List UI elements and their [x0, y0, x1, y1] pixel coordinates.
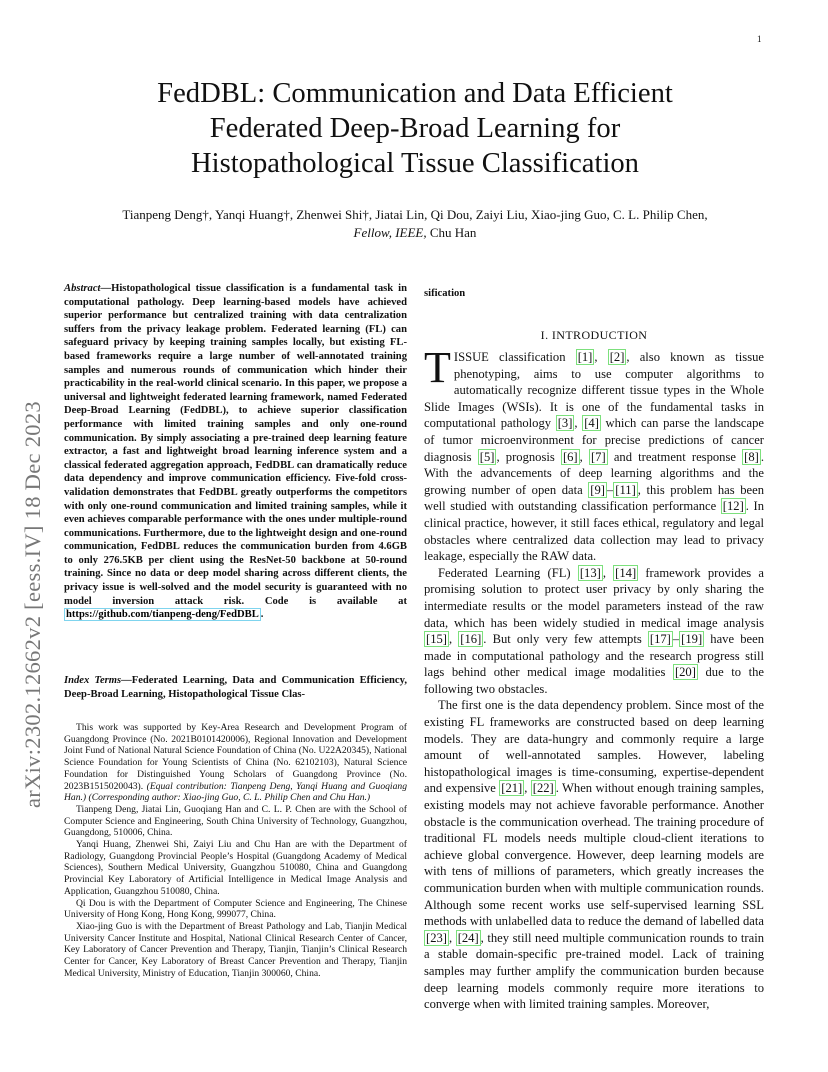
title-line-1: FedDBL: Communication and Data Efficient	[157, 78, 673, 109]
arxiv-stamp: arXiv:2302.12662v2 [eess.IV] 18 Dec 2023	[20, 401, 45, 808]
citation-link[interactable]: [1]	[577, 350, 593, 364]
introduction-body	[424, 343, 765, 1013]
abstract-label: Abstract	[64, 283, 101, 294]
citation-link[interactable]: [13]	[579, 565, 601, 580]
body-text: ,	[579, 449, 589, 464]
citation-link[interactable]: [11]	[615, 482, 636, 497]
citation-link[interactable]: [9]	[590, 482, 605, 497]
body-text: ,	[602, 565, 614, 580]
body-text: have been made in computational pathology and the research progress still lags behind other medical image modalities	[424, 632, 764, 680]
citation-link[interactable]: [22]	[532, 781, 554, 796]
body-text: . When without enough training samples, existing models may not achieve favorable performance. Another obstacle is the communication overhead. The training procedure of traditional FL models needs multiple cloud-client iterations to achieve global convergence. However, deep learning models are with tens of millions of parameters, which greatly increases the communication burden when with multiple communication rounds. Although some recent works use self-supervised learning SSL methods with unlabelled data to reduce the demand of labelled data	[424, 781, 764, 929]
citation-link[interactable]: [24]	[457, 930, 479, 945]
index-terms-text: —Federated Learning, Data and Communication Efficiency, Deep-Broad Learning, Histopathological Tissue Clas-	[64, 675, 407, 700]
index-terms-label: Index Terms	[64, 675, 122, 686]
author-list	[40, 206, 790, 242]
drop-cap: T	[424, 343, 451, 392]
authors-line-2	[40, 224, 790, 242]
body-text: and treatment response	[607, 449, 743, 464]
citation-link[interactable]: [23]	[426, 930, 447, 945]
title-line-2: Federated Deep-Broad Learning for	[209, 113, 621, 144]
body-text: . But only very few attempts	[483, 632, 648, 647]
citation-link[interactable]: [2]	[609, 350, 625, 364]
citation-link[interactable]: [5]	[479, 449, 495, 464]
section-title-introduction: I. INTRODUCTION	[540, 328, 648, 342]
body-text: The first one is the data dependency problem. Since most of the existing FL frameworks are constructed based on deep learning models. They are data-hungry and commonly require a large amount of well-annotated samples. However, labeling histopathological images is time-consuming, expertise-dependent and expensive	[424, 698, 764, 796]
abstract-end: .	[260, 609, 264, 621]
footnote-funding	[64, 722, 407, 804]
body-text: –	[606, 482, 614, 497]
body-text: , also known as tissue phenotyping, aims to use computer algorithms to automatically recognize different tissue types in the Whole Slide Images (WSIs). It is one of the fundamental tasks in computational pathology	[424, 350, 764, 431]
citation-link[interactable]: [14]	[615, 565, 637, 580]
footnote-affiliation-cuhk: Qi Dou is with the Department of Computer Science and Engineering, The Chinese University of Hong Kong, Hong Kong, 999077, China.	[64, 897, 407, 921]
authors-line-1: Tianpeng Deng†, Yanqi Huang†, Zhenwei Shi†, Jiatai Lin, Qi Dou, Zaiyi Liu, Xiao-jing Guo, C. L. Philip Chen,	[122, 207, 708, 222]
index-terms	[64, 674, 407, 701]
authors-last: Chu Han	[426, 225, 477, 240]
body-text: . In clinical practice, however, it still faces ethical, regulatory and legal obstacles where centralized data collection may lead to privacy leakage, especially the RAW data.	[424, 499, 764, 564]
abstract-text: —Histopathological tissue classification is a fundamental task in computational pathology. Deep learning-based models have achieved superior performance but centralized training with data centralization suffers from the privacy leakage problem. Federated learning (FL) can safeguard privacy by keeping training samples locally, but existing FL-based frameworks require a large number of well-annotated training samples and numerous rounds of communication which hinder their practicability in the real-world clinical scenario. In this paper, we propose a universal and lightweight federated learning framework, named Federated Deep-Broad Learning (FedDBL), to achieve superior classification performance with limited training samples and only one-round communication. By simply associating a pre-trained deep learning feature extractor, a fast and lightweight broad learning inference system and a classical federated aggregation approach, FedDBL can dramatically reduce data dependency and improve communication efficiency. Five-fold cross-validation demonstrates that FedDBL greatly outperforms the competitors with only one-round communication and limited training samples, while it even achieves comparable performance with the ones under multiple-round communications. Furthermore, due to the lightweight design and one-round communication, FedDBL reduces the communication burden from 4.6GB to only 276.5KB per client using the ResNet-50 backbone at 50-round training. Since no data or deep model sharing across different clients, the privacy issue is well-solved and the model security is guaranteed with no model inversion attack risk. Code is available at	[64, 283, 407, 607]
body-text: , they still need multiple communication rounds to train a stable domain-specific pre-trained model. Lack of training samples may further amplify the communication burden because deep learning models commonly require more iterations to converge when with limited training samples. Moreover,	[424, 930, 765, 1012]
title-line-3: Histopathological Tissue Classification	[191, 148, 639, 179]
citation-link[interactable]: [12]	[722, 499, 744, 514]
paragraph-3	[424, 697, 764, 1012]
citation-link[interactable]: [21]	[501, 781, 523, 796]
footnote-equal-contribution: (Equal contribution: Tianpeng Deng, Yanqi Huang and Guoqiang Han.) (Corresponding author: Xiao-jing Guo, C. L. Philip Chen and Chu Han.)	[64, 780, 407, 804]
body-text: ,	[524, 781, 531, 796]
index-terms-continuation: sification	[424, 288, 466, 299]
citation-link[interactable]: [6]	[562, 449, 578, 464]
footnote-affiliation-gdph: Yanqi Huang, Zhenwei Shi, Zaiyi Liu and Chu Han are with the Department of Radiology, Guangdong Provincial People’s Hospital (Guangdong Academy of Medical Sciences), Southern Medical University, Guangzhou 510080, China and Guangdong Provincial Key Laboratory of Artificial Intelligence in Medical Image Analysis and Application, Guangzhou 510080, China.	[64, 839, 407, 897]
citation-link[interactable]: [16]	[460, 632, 482, 647]
citation-link[interactable]: [17]	[649, 632, 671, 647]
body-text: ,	[448, 930, 456, 945]
page-number: 1	[757, 34, 762, 44]
paragraph-1-text	[424, 343, 764, 564]
body-text: , prognosis	[496, 449, 561, 464]
citation-link[interactable]: [4]	[584, 416, 599, 431]
body-text: due to the following two obstacles.	[424, 665, 764, 696]
body-text: Federated Learning (FL)	[438, 565, 578, 580]
footnote-affiliation-tianjin: Xiao-jing Guo is with the Department of Breast Pathology and Lab, Tianjin Medical University Cancer Institute and Hospital, National Clinical Research Center of Cancer, Key Laboratory of Cancer Prevention and Therapy, Tianjin, Tianjin’s Clinical Research Center for Cancer, Key Laboratory of Breast Cancer Prevention and Therapy, Tianjin Medical University, Ministry of Education, Tianjin 300060, China.	[64, 920, 407, 979]
footnote-affiliation-scut: Tianpeng Deng, Jiatai Lin, Guoqiang Han and C. L. P. Chen are with the School of Computer Science and Engineering, South China University of Technology, Guangzhou, Guangdong, 510006, China.	[64, 803, 407, 839]
footnotes	[64, 722, 407, 979]
body-text: framework provides a promising solution to protect user privacy by only sharing the intermediate results or the model parameters instead of the raw data, which has been widely studied in medical image analysis	[424, 565, 764, 630]
citation-link[interactable]: [15]	[426, 632, 447, 647]
authors-fellow: Fellow, IEEE,	[353, 225, 427, 240]
body-text: ,	[448, 632, 459, 647]
body-text: ,	[594, 350, 608, 364]
citation-link[interactable]: [8]	[744, 449, 759, 464]
body-text: which can parse the landscape of tumor microenvironment for precise predictions of cancer diagnosis	[424, 416, 764, 464]
body-text: –	[672, 632, 680, 647]
code-link[interactable]: https://github.com/tianpeng-deng/FedDBL	[66, 609, 259, 621]
paragraph-2	[424, 565, 764, 698]
body-text: . With the advancements of deep learning algorithms and the growing number of open data	[424, 449, 764, 497]
abstract	[64, 282, 407, 622]
citation-link[interactable]: [7]	[590, 449, 606, 464]
citation-link[interactable]: [3]	[557, 416, 573, 431]
body-text: ,	[574, 416, 583, 431]
paragraph-1	[424, 343, 764, 565]
footnote-funding-text: This work was supported by Key-Area Research and Development Program of Guangdong Province (No. 2021B0101420006), Regional Innovation and Development Joint Fund of National Natural Science Foundation of China (No. U22A20345), National Science Foundation for Young Scientists of China (No. 62102103), Natural Science Foundation for Distinguished Young Scholars of Guangdong Province (No. 2023B1515020043).	[64, 722, 407, 792]
citation-link[interactable]: [20]	[674, 665, 696, 680]
paper-title	[80, 76, 750, 181]
body-text: , this problem has been well studied with outstanding classification performance	[424, 482, 764, 514]
body-text: ISSUE classification	[453, 350, 576, 364]
citation-link[interactable]: [19]	[681, 632, 703, 647]
